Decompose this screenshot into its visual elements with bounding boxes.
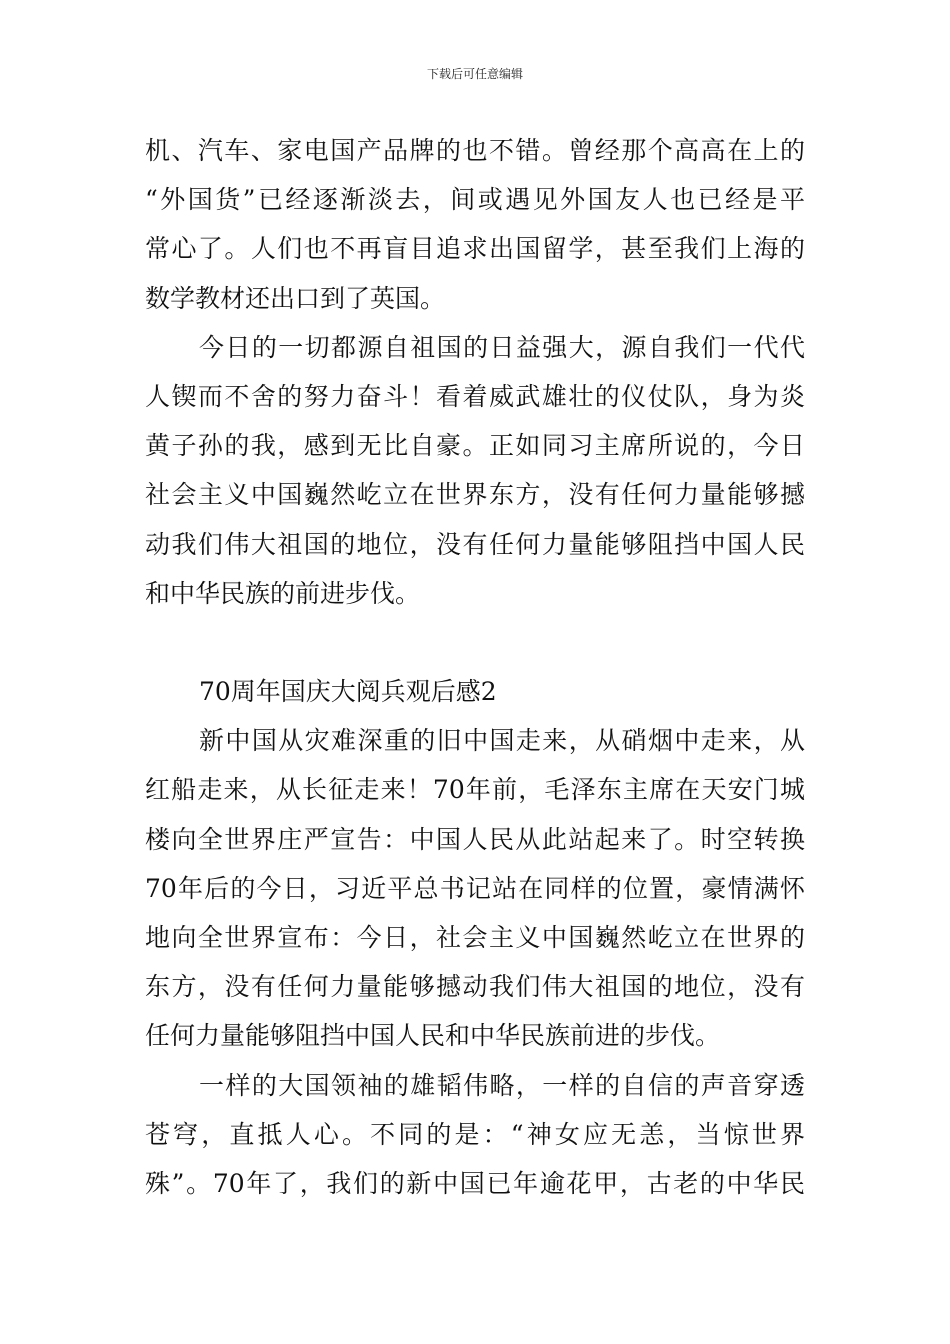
text-line: 地向全世界宣布：今日，社会主义中国巍然屹立在世界的 (145, 923, 805, 952)
text-line: 任何力量能够阻挡中国人民和中华民族前进的步伐。 (145, 1021, 721, 1051)
text-line: 苍穹，直抵人心。不同的是：“神女应无恙，当惊世界 (145, 1119, 805, 1149)
text-line: 70年后的今日，习近平总书记站在同样的位置，豪情满怀 (145, 873, 805, 903)
document-body (145, 126, 805, 1208)
text-line: 东方，没有任何力量能够撼动我们伟大祖国的地位，没有 (145, 972, 805, 1002)
page-header: 下载后可任意编辑 (426, 67, 523, 81)
paragraph-first-line: 一样的大国领袖的雄韬伟略，一样的自信的声音穿透 (199, 1070, 805, 1100)
paragraph-first-line: 今日的一切都源自祖国的日益强大，源自我们一代代 (199, 332, 805, 362)
text-line: 机、汽车、家电国产品牌的也不错。曾经那个高高在上的 (145, 136, 805, 165)
text-line: “外国货”已经逐渐淡去，间或遇见外国友人也已经是平 (145, 185, 805, 215)
text-line: 社会主义中国巍然屹立在世界东方，没有任何力量能够撼 (145, 480, 805, 510)
paragraph-first-line: 新中国从灾难深重的旧中国走来，从硝烟中走来，从 (199, 726, 805, 756)
text-line: 楼向全世界庄严宣告：中国人民从此站起来了。时空转换 (145, 824, 805, 854)
text-line: 动我们伟大祖国的地位，没有任何力量能够阻挡中国人民 (145, 529, 805, 559)
section-title: 70周年国庆大阅兵观后感2 (199, 677, 497, 707)
text-line: 数学教材还出口到了英国。 (145, 283, 446, 313)
text-line: 人锲而不舍的努力奋斗！看着威武雄壮的仪仗队，身为炎 (145, 381, 805, 411)
text-line: 黄子孙的我，感到无比自豪。正如同习主席所说的，今日 (145, 431, 805, 461)
text-line: 和中华民族的前进步伐。 (145, 578, 421, 608)
text-line: 殊”。70年了，我们的新中国已年逾花甲，古老的中华民 (145, 1168, 805, 1198)
section-gap (145, 618, 805, 667)
text-line: 常心了。人们也不再盲目追求出国留学，甚至我们上海的 (145, 234, 805, 264)
text-line: 红船走来，从长征走来！70年前，毛泽东主席在天安门城 (145, 775, 805, 805)
